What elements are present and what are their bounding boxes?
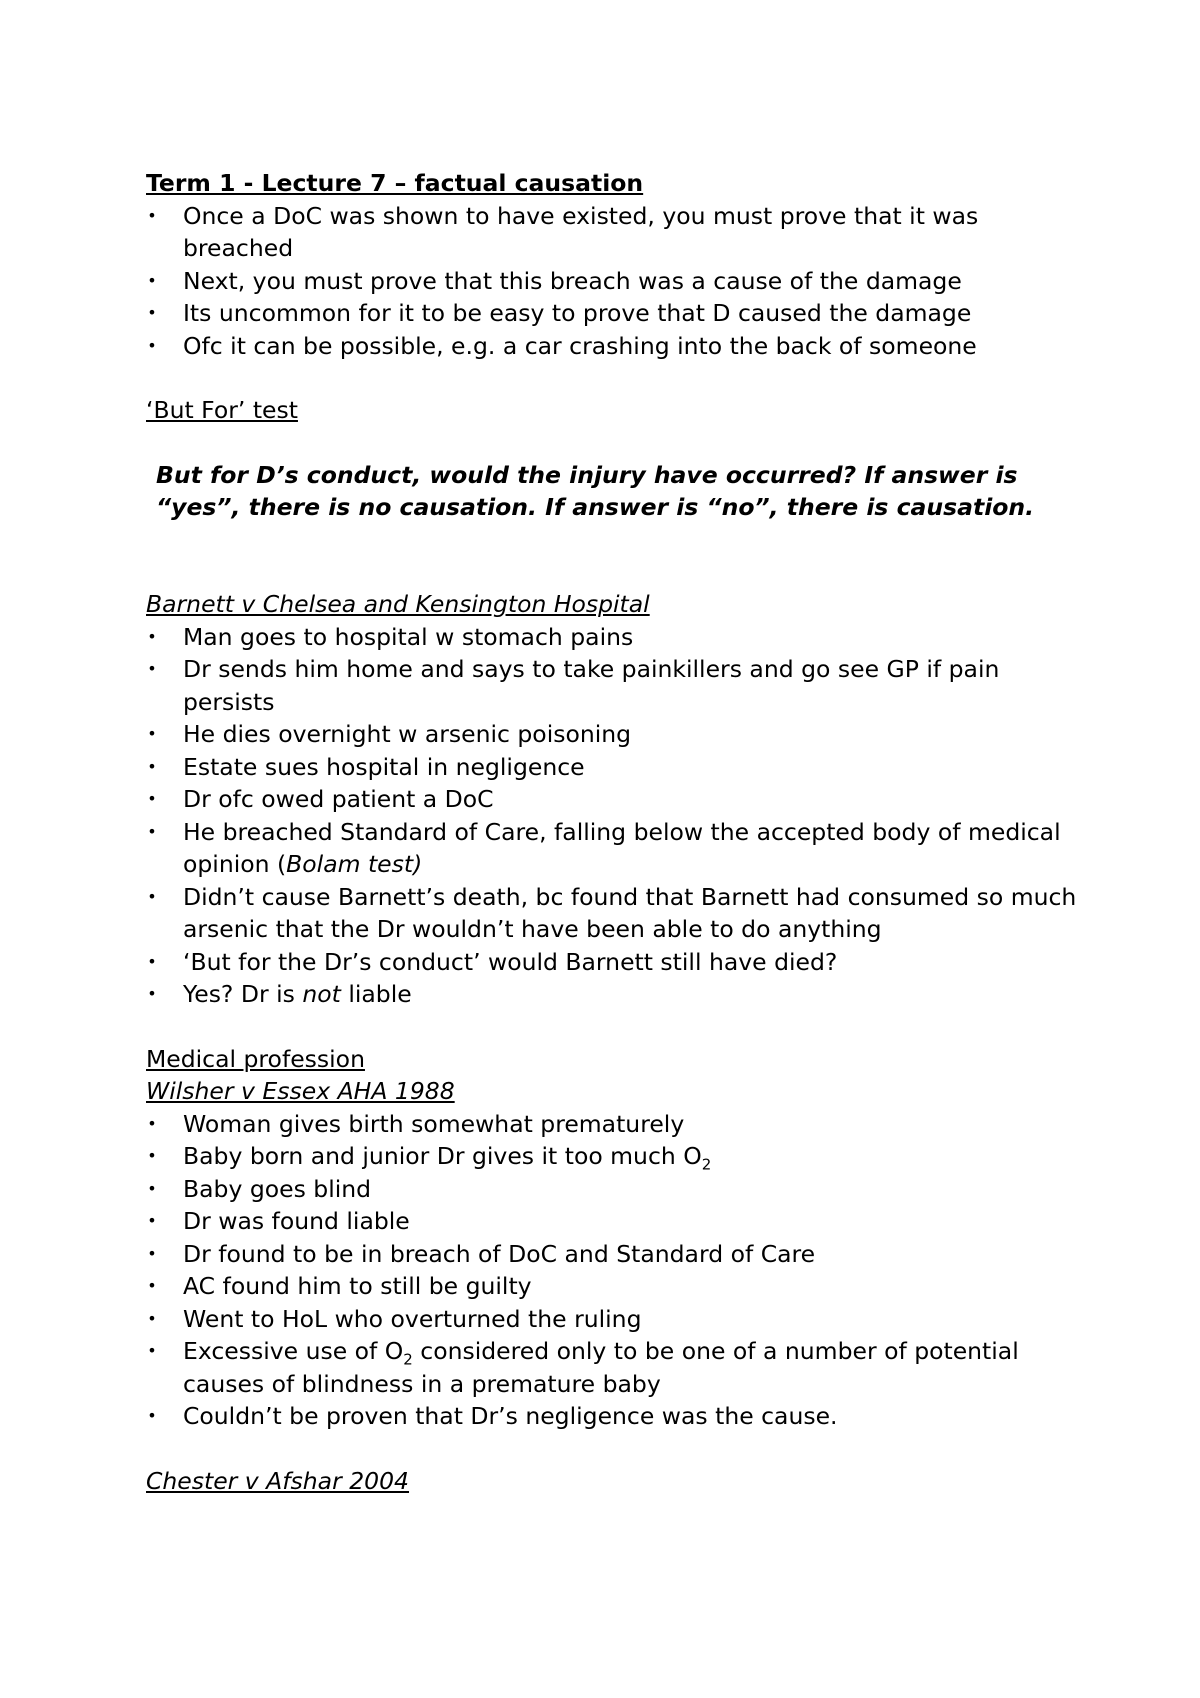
bullet-icon: • xyxy=(147,789,157,808)
document-page xyxy=(146,167,1086,1497)
barnett-list xyxy=(146,621,1086,1011)
case-wilsher: Wilsher v Essex AHA 1988 xyxy=(146,1077,455,1105)
bullet-icon: • xyxy=(147,303,157,322)
list-item: • Man goes to hospital w stomach pains xyxy=(146,621,1086,654)
bullet-icon: • xyxy=(147,1113,157,1133)
list-item: • Baby born and junior Dr gives it too much $O_2$ xyxy=(147,1142,712,1174)
case-barnett: Barnett v Chelsea and Kensington Hospital xyxy=(146,590,650,618)
list-item: • AC found him to still be guilty xyxy=(146,1270,1086,1303)
list-item: • Went to HoL who overturned the ruling xyxy=(146,1303,1086,1336)
list-item: • Dr found to be in breach of DoC and Standard of Care xyxy=(146,1238,1086,1271)
bullet-icon: • xyxy=(147,984,157,1003)
bullet-icon: • xyxy=(147,1178,157,1198)
bullet-icon: • xyxy=(147,205,157,225)
list-item: • Ofc it can be possible, e.g. a car crashing into the back of someone xyxy=(146,330,1086,363)
bolam-test: Bolam test) xyxy=(286,850,423,878)
list-item: • Estate sues hospital in negligence xyxy=(146,751,1086,784)
bullet-icon: • xyxy=(147,756,157,776)
case-chester: Chester v Afshar 2004 xyxy=(146,1466,410,1495)
list-item: • Woman gives birth somewhat prematurely xyxy=(146,1108,1086,1141)
list-item: • Once a DoC was shown to have existed, you must prove that it was breached xyxy=(147,201,979,262)
not-emphasis: not xyxy=(302,980,341,1008)
list-item: • He breached Standard of Care, falling below the accepted body of medical opinion (Bolam test) xyxy=(147,817,1061,878)
intro-list xyxy=(146,200,1086,363)
list-item: • Dr ofc owed patient a DoC xyxy=(146,783,1086,816)
list-item: • Its uncommon for it to be easy to prove that D caused the damage xyxy=(146,297,1086,330)
bullet-icon: • xyxy=(147,1146,157,1165)
list-item: • Excessive use of $O_2$ considered only to be one of a number of potential causes of blindness in a premature baby xyxy=(147,1337,1019,1398)
list-item: • Next, you must prove that this breach was a cause of the damage xyxy=(146,265,1086,298)
bullet-icon: • xyxy=(147,1308,157,1328)
but-for-statement: But for D’s conduct, would the injury have occurred? If answer is “yes”, there is no causation. If answer is “no”, there is causation. xyxy=(156,460,1035,521)
page-title: Term 1 - Lecture 7 – factual causation xyxy=(146,169,644,197)
list-item: • Didn’t cause Barnett’s death, bc found that Barnett had consumed so much arsenic that the Dr wouldn’t have been able to do anything xyxy=(147,882,1077,943)
list-item: • Dr was found liable xyxy=(146,1205,1086,1238)
list-item: • Yes? Dr is not liable xyxy=(146,978,1086,1011)
medical-heading: Medical profession xyxy=(146,1044,365,1073)
wilsher-list xyxy=(146,1108,1086,1433)
bullet-icon: • xyxy=(147,335,157,355)
bullet-icon: • xyxy=(147,1211,157,1230)
list-item: • Dr sends him home and says to take painkillers and go see GP if pain persists xyxy=(147,655,1000,716)
bullet-icon: • xyxy=(147,1341,157,1360)
bullet-icon: • xyxy=(147,951,157,971)
list-item: • Baby goes blind xyxy=(146,1173,1086,1206)
bullet-icon: • xyxy=(147,1243,157,1263)
bullet-icon: • xyxy=(147,626,157,646)
bullet-icon: • xyxy=(147,724,157,743)
bullet-icon: • xyxy=(147,270,157,290)
list-item: • ‘But for the Dr’s conduct’ would Barnett still have died? xyxy=(146,946,1086,979)
bullet-icon: • xyxy=(147,821,157,841)
list-item: • Couldn’t be proven that Dr’s negligence was the cause. xyxy=(146,1400,1086,1433)
list-item: • He dies overnight w arsenic poisoning xyxy=(146,718,1086,751)
bullet-icon: • xyxy=(147,659,157,678)
bullet-icon: • xyxy=(147,1406,157,1425)
but-for-heading: ‘But For’ test xyxy=(146,396,298,424)
bullet-icon: • xyxy=(147,1276,157,1295)
bullet-icon: • xyxy=(147,886,157,906)
